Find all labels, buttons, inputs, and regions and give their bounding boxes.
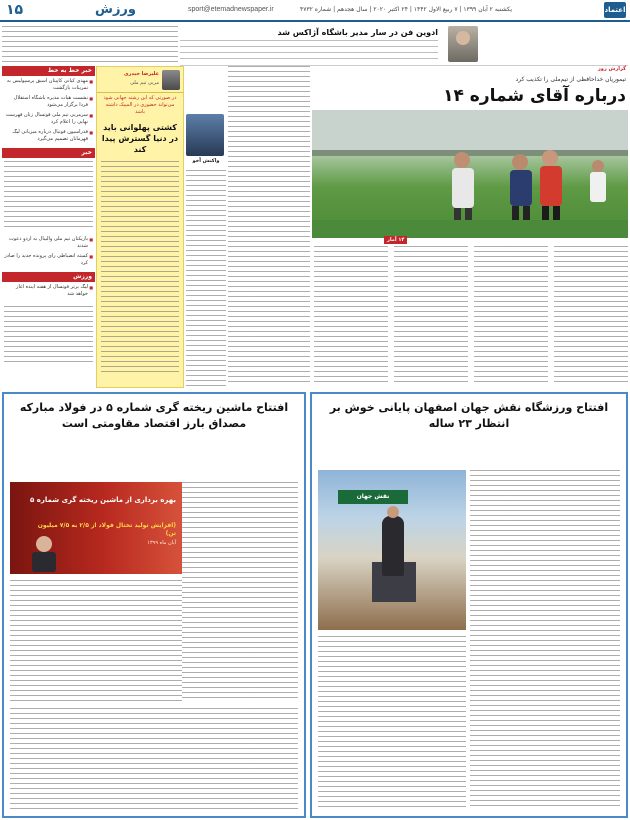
advertorial-headline[interactable]: افتتاح ماشین ریخته گری شماره ۵ در فولاد مبارکه مصداق بارز اقتصاد مقاومتی است [19, 401, 289, 430]
section-email[interactable]: sport@etemadnewspaper.ir [188, 6, 274, 13]
section-title: ورزش [95, 2, 136, 17]
newspaper-logo: اعتماد [604, 2, 626, 18]
player-figure [590, 160, 606, 202]
author-box [97, 67, 183, 93]
list-item[interactable]: ■ نشست هیات مدیره باشگاه استقلال فردا برگزار می‌شود [4, 95, 93, 109]
feature-col-3 [394, 246, 468, 386]
top-news-strip [180, 26, 628, 66]
news-briefs-column [2, 66, 95, 388]
training-photo [312, 110, 628, 238]
list-item[interactable]: ■ بازیکنان تیم ملی والیبال به اردو دعوت شدند [4, 236, 93, 250]
author-name: علیرضا حیدری [123, 71, 159, 77]
speaker-icon [14, 532, 74, 572]
dateline: یکشنبه ۲ آبان ۱۳۹۹ | ۷ ربیع الاول ۱۴۴۲ | ۲۴ اکتبر ۲۰۲۰ | سال هجدهم | شماره ۴۷۳۲ [300, 6, 512, 13]
top-article-text [180, 40, 438, 64]
list-item[interactable]: ■ کمیته انضباطی رای پرونده جدید را صادر کرد [4, 253, 93, 267]
banner-date: آبان ماه ۱۳۹۹ [147, 540, 176, 546]
tertiary-list [2, 282, 95, 303]
banner-subtitle: (افزایش تولید تختال فولاد از ۲/۵ به ۷/۵ میلیون تن) [37, 522, 176, 537]
player-photo [186, 114, 224, 156]
middle-body-left [186, 170, 226, 386]
page-number: ۱۵ [6, 2, 24, 18]
author-photo [162, 70, 180, 90]
masthead [0, 0, 630, 22]
news-briefs-title: خبر خط به خط [2, 66, 95, 76]
player-figure [540, 150, 562, 230]
secondary-box-title: خبر [2, 148, 95, 158]
photo-caption: واکنش آخو [192, 158, 220, 164]
list-item[interactable]: ■ لیگ برتر فوتسال از هفته آینده آغاز خواهد شد [4, 284, 93, 298]
tertiary-text [4, 306, 93, 366]
advertorial-foolad [2, 392, 306, 818]
player-figure [510, 154, 532, 230]
banner-title: بهره برداری از ماشین ریخته گری شماره ۵ [30, 496, 176, 504]
advertorial-text-mid [10, 580, 182, 702]
top-headline[interactable]: ادوین فن در سار مدیر باشگاه آژاکس شد [277, 28, 438, 37]
list-item[interactable]: ■ فدراسیون فوتبال درباره میزبانی لیگ قهرمانان تصمیم می‌گیرد [4, 129, 93, 143]
news-briefs-list [2, 76, 95, 148]
feature-headline[interactable]: درباره آقای شماره ۱۴ [443, 86, 626, 106]
player-figure [452, 152, 474, 230]
middle-column [186, 66, 310, 388]
feature-subhead: تیموریان خداحافظی از تیم‌ملی را تکذیب کرد [515, 76, 626, 83]
photo-tag: ۱۴ آمار [384, 236, 407, 244]
stadium-headline[interactable]: افتتاح ورزشگاه نقش جهان اصفهان پایانی خوش بر انتظار ۲۳ ساله [329, 401, 609, 430]
advertorial-text-top [182, 482, 298, 702]
stadium-photo [318, 470, 466, 630]
portrait-photo [448, 26, 478, 62]
opinion-column [96, 66, 184, 388]
top-left-text [2, 26, 178, 66]
secondary-list [2, 234, 95, 272]
stadium-text-left [318, 636, 466, 810]
feature-col-4 [314, 246, 388, 386]
pull-quote: در صورتی که این رشته جهانی شود می‌تواند حضوری در المپیک داشته باشد [103, 95, 177, 115]
advertorial-stadium [310, 392, 628, 818]
opinion-body [101, 161, 179, 376]
kicker-label: گزارش روز [597, 66, 626, 72]
foolad-banner [10, 482, 182, 574]
tertiary-box-title: ورزش [2, 272, 95, 282]
advertorial-text-bottom [10, 708, 298, 812]
training-scene [312, 110, 628, 238]
stadium-banner: نقش جهان [338, 490, 408, 504]
secondary-text [4, 161, 93, 231]
feature-article [312, 66, 628, 388]
middle-body-right [228, 66, 310, 386]
opinion-headline[interactable]: کشتی پهلوانی باید در دنیا گسترش پیدا کند [101, 123, 179, 154]
feature-col-1 [554, 246, 628, 386]
author-role: مربی تیم ملی [130, 80, 159, 86]
stadium-text-right [470, 470, 620, 810]
list-item[interactable]: ■ سرمربی تیم ملی فوتسال زنان فهرست نهایی را اعلام کرد [4, 112, 93, 126]
feature-col-2 [474, 246, 548, 386]
speaker-figure [382, 516, 404, 576]
list-item[interactable]: ■ مهدی کیانی کاپیتان اسبق پرسپولیس به تمرینات بازگشت [4, 78, 93, 92]
